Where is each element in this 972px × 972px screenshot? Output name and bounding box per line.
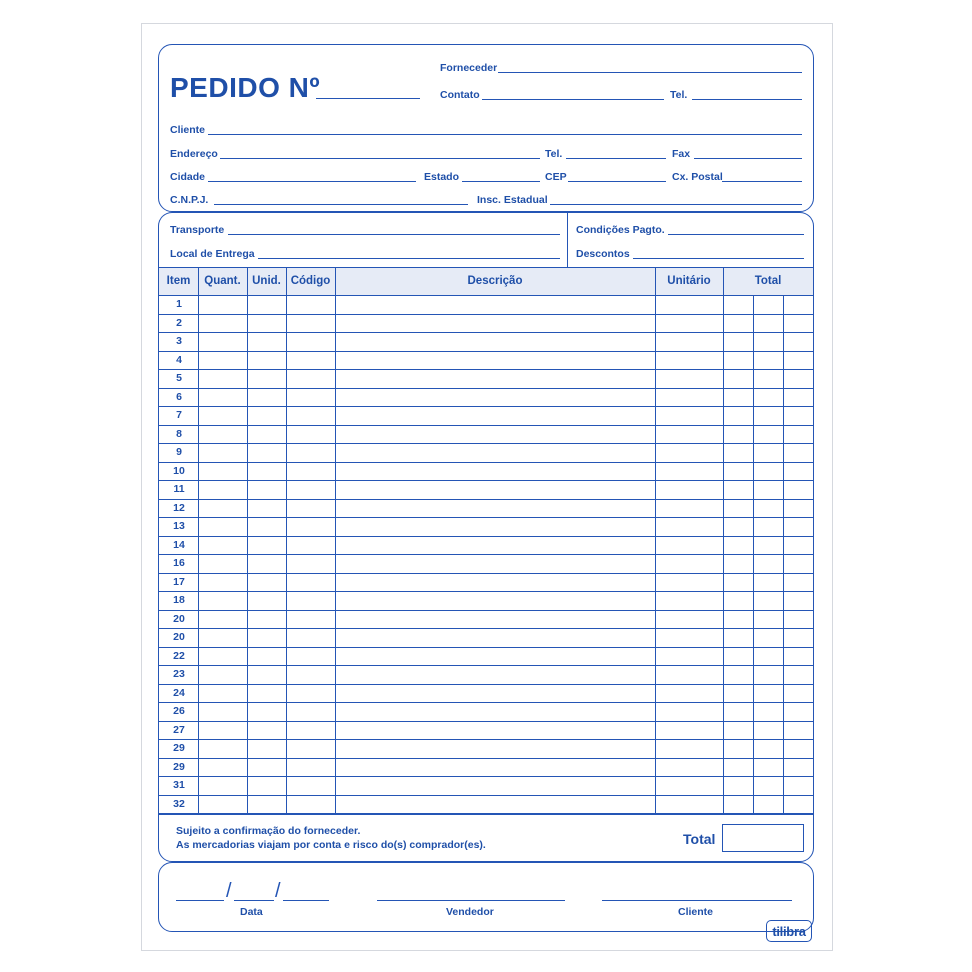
po-box-field[interactable]	[722, 181, 802, 182]
fax-field[interactable]	[694, 158, 802, 159]
state-registration-field[interactable]	[550, 204, 802, 205]
row-number: 20	[173, 631, 185, 643]
column-header: Descrição	[467, 275, 523, 287]
state-field[interactable]	[462, 181, 540, 182]
client-label: Cliente	[170, 124, 206, 136]
client-signature-label: Cliente	[678, 906, 714, 918]
row-number: 23	[173, 668, 185, 680]
table-row	[159, 573, 813, 574]
page-title: PEDIDO Nº	[170, 72, 321, 103]
table-row	[159, 758, 813, 759]
row-number: 26	[173, 705, 185, 717]
row-number: 14	[173, 538, 185, 551]
city-label: Cidade	[170, 171, 206, 183]
seller-label: Vendedor	[446, 906, 494, 918]
table-row	[159, 536, 813, 537]
po-box-label: Cx. Postal	[672, 171, 723, 183]
items-table	[158, 267, 814, 815]
row-number: 2	[176, 316, 182, 329]
state-label: Estado	[424, 171, 460, 183]
delivery-location-label: Local de Entrega	[170, 248, 255, 260]
order-number-field[interactable]	[316, 98, 420, 99]
shipping-divider	[567, 213, 568, 267]
row-number: 20	[173, 612, 185, 625]
phone-label: Tel.	[670, 89, 688, 101]
row-number: 18	[173, 594, 185, 606]
grand-total-field[interactable]	[722, 824, 804, 852]
date-day-field[interactable]	[176, 900, 224, 901]
table-row	[159, 739, 813, 740]
row-number: 4	[176, 353, 182, 366]
row-number: 12	[173, 501, 185, 514]
phone-field[interactable]	[692, 99, 802, 100]
row-number: 29	[173, 742, 185, 754]
contact-label: Contato	[440, 89, 480, 101]
grand-total-label: Total	[683, 831, 716, 847]
column-header: Quant.	[204, 275, 241, 287]
row-number: 8	[176, 427, 182, 440]
payment-terms-field[interactable]	[668, 234, 804, 235]
table-row	[159, 499, 813, 500]
totals-box	[158, 814, 814, 862]
cep-label: CEP	[545, 171, 567, 183]
column-header: Item	[166, 275, 191, 287]
contact-field[interactable]	[482, 99, 664, 100]
row-number: 11	[173, 483, 185, 495]
column-header: Código	[290, 275, 331, 287]
date-year-field[interactable]	[283, 900, 329, 901]
row-number: 5	[176, 372, 182, 384]
cnpj-field[interactable]	[214, 204, 468, 205]
supplier-field[interactable]	[498, 72, 802, 73]
row-number: 7	[176, 409, 182, 421]
row-number: 27	[173, 723, 185, 736]
row-number: 29	[173, 760, 185, 773]
city-field[interactable]	[208, 181, 416, 182]
table-row	[159, 369, 813, 370]
tilibra-logo: tilibra	[766, 920, 812, 942]
date-separator: /	[275, 880, 281, 902]
shipping-box	[158, 212, 814, 272]
supplier-label: Forneceder	[440, 62, 498, 74]
signature-box	[158, 862, 814, 932]
table-row	[159, 610, 813, 611]
client-signature-field[interactable]	[602, 900, 792, 901]
table-row	[159, 406, 813, 407]
table-row	[159, 388, 813, 389]
state-registration-label: Insc. Estadual	[477, 194, 548, 206]
transport-label: Transporte	[170, 224, 225, 236]
confirmation-note: Sujeito a confirmação do forneceder.	[176, 825, 361, 837]
column-header: Unid.	[252, 275, 281, 287]
row-number: 32	[173, 797, 185, 810]
phone2-field[interactable]	[566, 158, 666, 159]
table-row	[159, 647, 813, 648]
row-number: 13	[173, 520, 185, 532]
row-number: 24	[173, 686, 185, 699]
discounts-label: Descontos	[576, 248, 630, 260]
shipping-risk-note: As mercadorias viajam por conta e risco do(s) comprador(es).	[176, 839, 486, 851]
cnpj-label: C.N.P.J.	[170, 194, 209, 206]
column-header: Total	[754, 275, 782, 287]
seller-signature-field[interactable]	[377, 900, 565, 901]
table-row	[159, 480, 813, 481]
table-row	[159, 554, 813, 555]
table-row	[159, 591, 813, 592]
row-number: 31	[173, 779, 185, 791]
cep-field[interactable]	[568, 181, 666, 182]
table-row	[159, 332, 813, 333]
discounts-field[interactable]	[633, 258, 804, 259]
table-row	[159, 776, 813, 777]
table-row	[159, 314, 813, 315]
row-number: 22	[173, 649, 185, 662]
date-month-field[interactable]	[234, 900, 274, 901]
table-row	[159, 665, 813, 666]
table-row	[159, 628, 813, 629]
table-row	[159, 351, 813, 352]
date-separator: /	[226, 880, 232, 902]
table-row	[159, 684, 813, 685]
row-number: 16	[173, 557, 185, 569]
payment-terms-label: Condições Pagto.	[576, 224, 665, 236]
row-number: 1	[176, 298, 182, 310]
table-row	[159, 795, 813, 796]
table-row	[159, 462, 813, 463]
transport-field[interactable]	[228, 234, 560, 235]
fax-label: Fax	[672, 148, 691, 160]
table-row	[159, 702, 813, 703]
table-row	[159, 721, 813, 722]
address-field[interactable]	[220, 158, 540, 159]
row-number: 9	[176, 446, 182, 458]
column-header: Unitário	[667, 275, 711, 287]
row-number: 17	[173, 575, 185, 588]
client-field[interactable]	[208, 134, 802, 135]
row-number: 6	[176, 390, 182, 403]
date-label: Data	[240, 906, 263, 918]
table-row	[159, 517, 813, 518]
table-row	[159, 443, 813, 444]
phone2-label: Tel.	[545, 148, 563, 160]
delivery-location-field[interactable]	[258, 258, 560, 259]
row-number: 10	[173, 464, 185, 477]
row-number: 3	[176, 335, 182, 347]
table-row	[159, 425, 813, 426]
address-label: Endereço	[170, 148, 218, 160]
